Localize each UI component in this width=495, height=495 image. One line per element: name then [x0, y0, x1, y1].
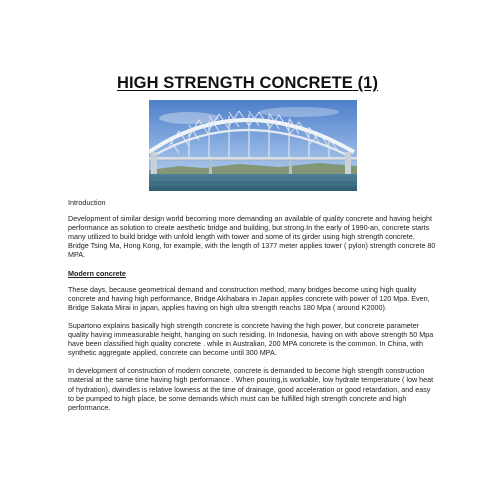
section-label-introduction: Introduction: [68, 198, 106, 207]
page-title: HIGH STRENGTH CONCRETE (1): [116, 74, 379, 92]
section-heading-modern-concrete: Modern concrete: [68, 268, 126, 278]
paragraph: Development of similar design world becoming more demanding an available of quality concrete and having height performance as solution to create aesthetic bridge and building, but strong.In the early of 1990-an, concrete starts many utilized to build bridge with unfold length with tower and some of its girder using high strength concrete. Bridge Tsing Ma, Hong Kong, for example, with the length of 1377 meter applies tower ( pylon) strength concrete 80 MPA.: [68, 214, 436, 260]
paragraph: Supartono explains basically high strength concrete is concrete having the high power, but concrete parameter quality having immeasurable height, hanging on such residing. In Indonesia, having on with above strength 50 Mpa have been classified high quality concrete . while in Australian, 200 MPA concrete is the common. In China, with synthetic aggregate applied, concrete can become until 300 MPA.: [68, 320, 434, 358]
paragraph: In development of construction of modern concrete, concrete is demanded to become high strength construction material at the same time having high performance . When pouring,is workable, low hydrate temperature ( low heat of hydration), dwindles is relative lowness at the time of drainage, good acceleration or good retardation, and easy to be pumped to high place, be some demands which must can be fulfilled high strength concrete and high performance.: [68, 366, 434, 412]
bridge-photo: [149, 100, 357, 191]
document-body: [68, 198, 436, 421]
paragraph: These days, because geometrical demand and construction method, many bridges become using high quality concrete and having high performance, Bridge Akihabara in Japan applies concrete with power of 120 Mpa. Even, Bridge Sakata Mirai in japan, applies having on high ultra strength reachs 180 Mpa ( around K2000).: [68, 284, 430, 312]
